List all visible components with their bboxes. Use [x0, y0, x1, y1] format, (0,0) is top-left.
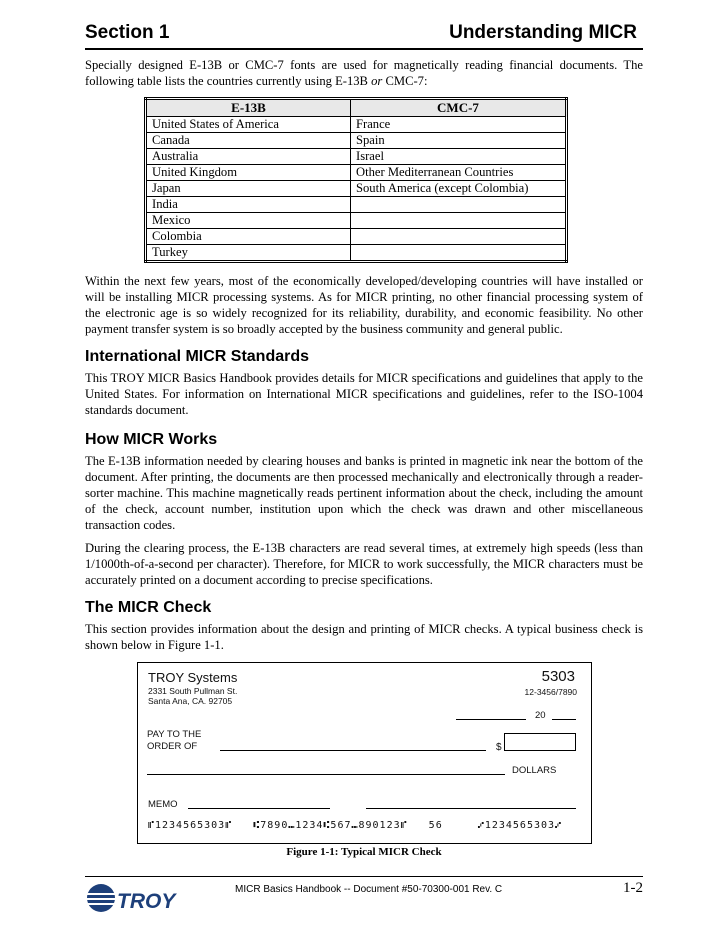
- footer-doc: MICR Basics Handbook -- Document #50-70300-001 Rev. C: [235, 884, 503, 895]
- intro-or: or: [371, 74, 383, 88]
- footer-rule: [85, 876, 643, 877]
- cell-e13b: India: [146, 197, 351, 213]
- cell-cmc7: [351, 213, 567, 229]
- page-footer: [85, 876, 643, 916]
- troy-logo-icon: [85, 880, 195, 914]
- cell-e13b: Australia: [146, 149, 351, 165]
- cell-cmc7: South America (except Colombia): [351, 181, 567, 197]
- table-row: [146, 213, 567, 229]
- check-company: TROY Systems: [148, 670, 238, 685]
- date-year-line: [552, 719, 576, 720]
- written-amount-line: [147, 774, 505, 775]
- signature-line: [366, 808, 576, 809]
- cell-e13b: United Kingdom: [146, 165, 351, 181]
- amount-box: [504, 733, 576, 751]
- para-how-1: The E-13B information needed by clearing houses and banks is printed in magnetic ink near the bottom of the document. After printing, the documents are then processed mechanically and electronically through a reader-sorter machine. This machine magnetically reads pertinent information about the check, including the amount of the check, account number, institution upon which the check was drawn and other miscellaneous transaction codes.: [85, 454, 643, 532]
- para-next-years: Within the next few years, most of the economically developed/developing countries will have installed or will be installing MICR processing systems. As for MICR printing, no other financial processing system of the electronic age is so widely recognized for its reliability, durability, and economic feasibility. No other payment transfer system is so broadly accepted by the business community and general public.: [85, 274, 643, 336]
- header-e13b: E-13B: [146, 99, 351, 117]
- table-row: [146, 229, 567, 245]
- heading-how-micr-works: How MICR Works: [85, 431, 218, 448]
- para-check: This section provides information about the design and printing of MICR checks. A typical business check is shown below in Figure 1-1.: [85, 622, 643, 652]
- cell-e13b: Turkey: [146, 245, 351, 262]
- sample-check: [137, 662, 592, 844]
- memo-line: [188, 808, 330, 809]
- pay-to-label-1: PAY TO THE: [147, 729, 202, 740]
- cell-e13b: Mexico: [146, 213, 351, 229]
- cell-cmc7: France: [351, 117, 567, 133]
- cell-cmc7: Other Mediterranean Countries: [351, 165, 567, 181]
- table-row: [146, 165, 567, 181]
- intro-paragraph: [85, 57, 643, 89]
- para-how-2: During the clearing process, the E-13B characters are read several times, at extremely high speeds (less than 1/1000th-of-a-second per character). Therefore, for MICR to work successfully, the MICR characters must be accurately printed on a document according to precise specifications.: [85, 541, 643, 587]
- cell-cmc7: [351, 229, 567, 245]
- cell-e13b: Japan: [146, 181, 351, 197]
- font-countries-table: [144, 97, 568, 263]
- header-cmc7: CMC-7: [351, 99, 567, 117]
- check-number: 5303: [541, 668, 575, 685]
- cell-cmc7: [351, 197, 567, 213]
- pay-to-label-2: ORDER OF: [147, 741, 198, 752]
- intro-end: CMC-7:: [385, 74, 428, 88]
- check-address-2: Santa Ana, CA. 92705: [148, 696, 233, 706]
- intro-text: Specially designed E-13B or CMC-7 fonts are used for magnetically reading financial documents. The following table lists the countries currently using E-13B: [85, 58, 643, 88]
- payee-line: [220, 750, 486, 751]
- table-row: [146, 117, 567, 133]
- table-row: [146, 133, 567, 149]
- table-row: [146, 197, 567, 213]
- table-row: [146, 149, 567, 165]
- heading-international-standards: International MICR Standards: [85, 348, 310, 365]
- page-title: Understanding MICR: [449, 22, 637, 43]
- cell-e13b: United States of America: [146, 117, 351, 133]
- cell-e13b: Canada: [146, 133, 351, 149]
- dollars-label: DOLLARS: [512, 765, 557, 776]
- section-label: Section 1: [85, 22, 170, 43]
- micr-line: ⑈1234565303⑈ ⑆7890⑉1234⑆567⑉890123⑈ 56 ⑇1234565303⑇: [148, 820, 563, 831]
- dollar-sign: $: [496, 742, 502, 753]
- figure-caption: Figure 1-1: Typical MICR Check: [286, 846, 442, 858]
- cell-cmc7: Spain: [351, 133, 567, 149]
- cell-cmc7: [351, 245, 567, 262]
- memo-label: MEMO: [148, 799, 178, 810]
- check-address-1: 2331 South Pullman St.: [148, 686, 238, 696]
- table-row: [146, 181, 567, 197]
- heading-micr-check: The MICR Check: [85, 599, 212, 616]
- table-row: [146, 245, 567, 262]
- cell-e13b: Colombia: [146, 229, 351, 245]
- date-prefix: 20: [535, 710, 546, 721]
- page-header: [85, 22, 643, 50]
- cell-cmc7: Israel: [351, 149, 567, 165]
- check-routing-fraction: 12-3456/7890: [524, 687, 577, 697]
- logo-text: TROY: [117, 890, 176, 913]
- date-line: [456, 719, 526, 720]
- para-international: This TROY MICR Basics Handbook provides details for MICR specifications and guidelines that apply to the United States. For information on International MICR specifications and guidelines, refer to the ISO-1004 standards document.: [85, 371, 643, 417]
- page-number: 1-2: [623, 880, 643, 896]
